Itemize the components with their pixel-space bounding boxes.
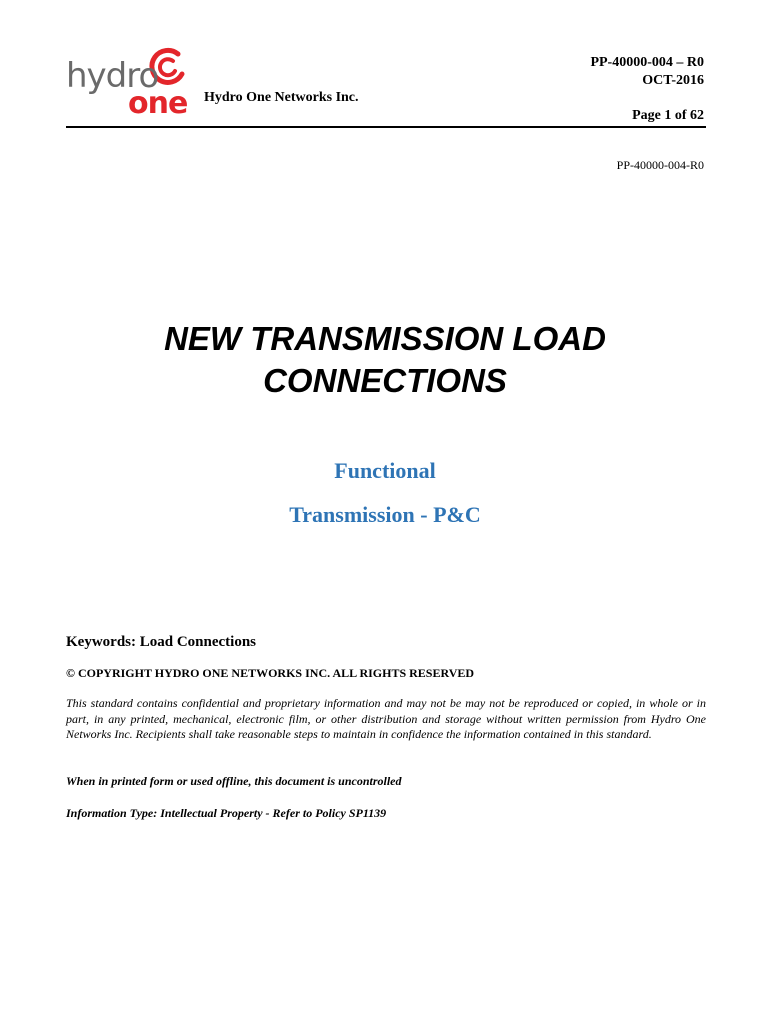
doc-id-small: PP-40000-004-R0 xyxy=(616,158,704,172)
keywords: Keywords: Load Connections xyxy=(66,634,257,650)
information-type: Information Type: Intellectual Property - Refer to Policy SP1139 xyxy=(66,806,387,820)
hydro-one-logo xyxy=(66,52,196,124)
title-line-2: CONNECTIONS xyxy=(263,362,507,399)
document-title xyxy=(0,318,770,402)
subtitle-functional: Functional xyxy=(334,458,436,483)
company-name: Hydro One Networks Inc. xyxy=(204,90,359,105)
logo-word-one: one xyxy=(128,86,188,121)
copyright-notice: © COPYRIGHT HYDRO ONE NETWORKS INC. ALL RIGHTS RESERVED xyxy=(66,666,475,680)
logo-word-hydro: hydro xyxy=(66,56,159,96)
uncontrolled-notice: When in printed form or used offline, this document is uncontrolled xyxy=(66,774,402,788)
header-doc-info xyxy=(590,54,704,90)
page-number: Page 1 of 62 xyxy=(632,108,704,123)
subtitle-transmission: Transmission - P&C xyxy=(289,502,481,527)
disclaimer-paragraph: This standard contains confidential and proprietary information and may not be may not be reproduced or copied, in whole or in part, in any printed, mechanical, electronic film, or other distribution and storage without written permission from Hydro One Networks Inc. Recipients shall take reasonable steps to maintain in confidence the information contained in this standard. xyxy=(66,696,706,741)
doc-number: PP-40000-004 – R0 xyxy=(590,55,704,70)
header-divider xyxy=(66,126,706,128)
doc-date: OCT-2016 xyxy=(642,73,704,88)
title-line-1: NEW TRANSMISSION LOAD xyxy=(164,320,606,357)
